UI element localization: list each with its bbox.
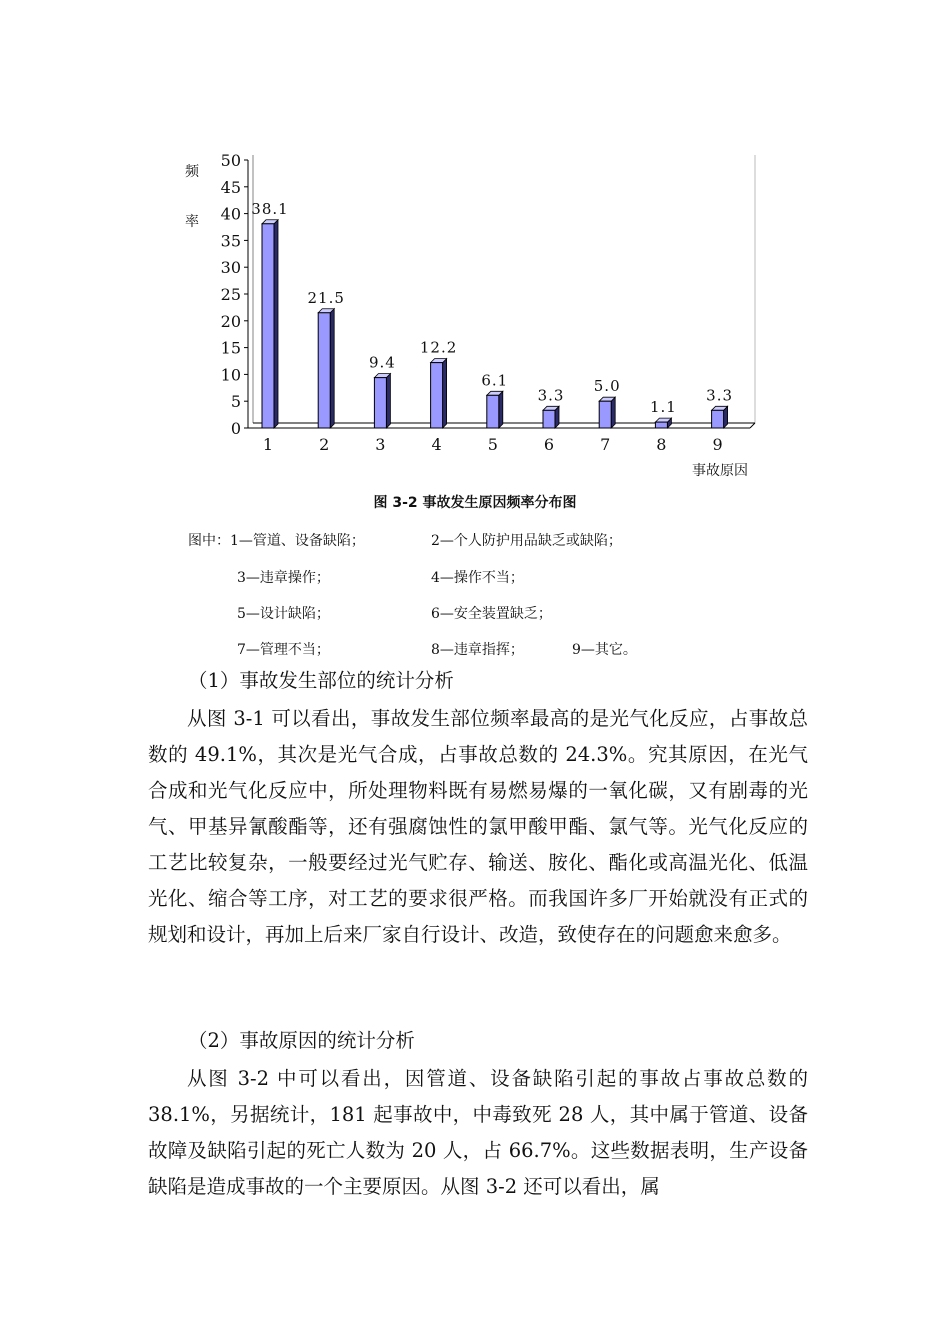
legend-item-1: 1—管道、设备缺陷； (230, 533, 365, 549)
chart-bars (262, 220, 728, 428)
y-tick-label: 25 (220, 285, 241, 304)
x-tick-label: 8 (656, 435, 667, 454)
x-tick-label: 7 (600, 435, 611, 454)
bar-value-label: 21.5 (307, 288, 345, 307)
y-tick-label: 20 (220, 311, 241, 331)
bar-side (330, 309, 334, 428)
x-tick-label: 9 (712, 435, 723, 454)
bar-chart (0, 0, 950, 490)
x-tick-label: 1 (262, 435, 274, 454)
y-tick-label: 50 (220, 151, 241, 170)
bar-value-label: 6.1 (481, 371, 509, 390)
legend-item-9: 9—其它。 (572, 642, 637, 658)
figure-caption: 图 3-2 事故发生原因频率分布图 (373, 495, 577, 511)
bar (487, 395, 499, 428)
bar (712, 410, 724, 428)
bar (262, 224, 274, 428)
y-tick-label: 10 (220, 365, 241, 385)
y-tick-label: 35 (220, 231, 241, 251)
bar-side (499, 391, 503, 428)
x-tick-label: 4 (431, 435, 442, 454)
bar (599, 401, 611, 428)
bar-value-label: 9.4 (368, 353, 396, 372)
bar-value-label: 1.1 (649, 398, 677, 417)
legend-item-7: 7—管理不当； (237, 642, 330, 658)
legend-item-2: 2—个人防护用品缺乏或缺陷； (431, 533, 622, 549)
bar-side (274, 220, 278, 428)
bar-side (443, 359, 447, 428)
y-tick-label: 5 (230, 392, 241, 412)
bar (543, 410, 555, 428)
x-tick-label: 6 (543, 435, 555, 454)
bar (431, 363, 443, 428)
bar-side (611, 397, 615, 428)
x-tick-label: 2 (319, 435, 330, 454)
y-tick-label: 40 (220, 204, 241, 224)
bar-value-label: 3.3 (706, 386, 734, 405)
section1-body: 从图 3-1 可以看出，事故发生部位频率最高的是光气化反应，占事故总数的 49.1%，其次是光气合成，占事故总数的 24.3%。究其原因，在光气合成和光气化反应中，所处理物料既有易燃易爆的一氧化碳，又有剧毒的光气、甲基异氰酸酯等，还有强腐蚀性的氯甲酸甲酯、氯气等。光气化反应的工艺比较复杂，一般要经过光气贮存、输送、胺化、酯化或高温光化、低温光化、缩合等工序，对工艺的要求很严格。而我国许多厂开始就没有正式的规划和设计，再加上后来厂家自行设计、改造，致使存在的问题愈来愈多。 (148, 707, 808, 946)
section1-heading: （1）事故发生部位的统计分析 (188, 669, 454, 692)
bar (655, 422, 667, 428)
bar-side (386, 374, 390, 428)
y-tick-label: 45 (220, 177, 241, 197)
legend-prefix: 图中： (188, 533, 230, 549)
bar (318, 313, 330, 428)
x-tick-label: 5 (487, 435, 498, 454)
legend-item-8: 8—违章指挥； (431, 642, 524, 658)
legend-item-6: 6—安全装置缺乏； (431, 606, 552, 622)
legend-item-5: 5—设计缺陷； (237, 606, 330, 622)
x-axis-title: 事故原因 (692, 463, 748, 479)
bar-value-label: 3.3 (537, 386, 565, 405)
y-tick-label: 0 (230, 419, 241, 438)
x-tick-label: 3 (375, 435, 386, 454)
y-tick-label: 30 (220, 258, 241, 278)
bar-value-label: 5.0 (593, 377, 621, 396)
y-axis-title-char: 频 (185, 164, 199, 180)
y-tick-label: 15 (220, 338, 241, 358)
x-axis-corner-line (750, 423, 755, 428)
bar (374, 378, 386, 428)
bar-value-label: 12.2 (419, 338, 458, 357)
y-axis-title-char: 率 (185, 214, 199, 230)
section2-body: 从图 3-2 中可以看出，因管道、设备缺陷引起的事故占事故总数的 38.1%，另据统计，181 起事故中，中毒致死 28 人，其中属于管道、设备故障及缺陷引起的死亡人数为 20 人，占 66.7%。这些数据表明，生产设备缺陷是造成事故的一个主要原因。从图 3-2 还可以看出，属 (148, 1067, 808, 1198)
legend-item-4: 4—操作不当； (431, 570, 524, 586)
bar-value-label: 38.1 (251, 199, 289, 218)
legend-item-3: 3—违章操作； (237, 570, 330, 586)
section2-heading: （2）事故原因的统计分析 (188, 1029, 415, 1052)
